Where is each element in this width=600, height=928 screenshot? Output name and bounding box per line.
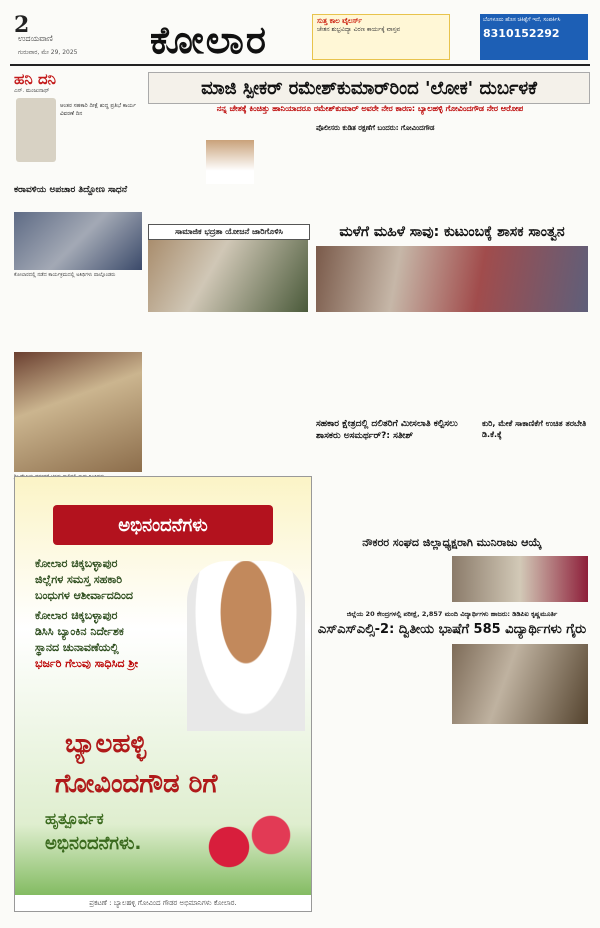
top-ad-left bbox=[312, 14, 450, 60]
event-caption: ಕೋಲಾರದಲ್ಲಿ ನಡೆದ ಕಾರ್ಯಕ್ರಮದಲ್ಲಿ ಅತಿಥಿಗಳು ಪಾಲ್ಗೊಂಡರು bbox=[14, 272, 116, 278]
portrait-photo bbox=[206, 140, 254, 184]
column-logo-text: ಹನಿ ದನಿ bbox=[14, 70, 56, 88]
column-byline: ಎನ್. ಮಂಜುನಾಥ್ bbox=[14, 88, 50, 94]
ad-line-2: ಜಿಲ್ಲೆಗಳ ಸಮಸ್ತ ಸಹಕಾರಿ bbox=[35, 573, 123, 586]
police-headline: ಪೊಲೀಸರು ಕುಡಿತ ರಕ್ಷಣೆಗೆ ಬಂದರು: ಗೋವಿಂದಗೌಡ bbox=[316, 124, 435, 132]
ad-heart: ಹೃತ್ಪೂರ್ವಕ bbox=[45, 809, 104, 828]
ad-line-1: ಕೋಲಾರ ಚಿಕ್ಕಬಳ್ಳಾಪುರ bbox=[35, 557, 118, 570]
sslc-headline: ಎಸ್ಎಸ್ಎಲ್ಸಿ-2: ದ್ವಿತೀಯ ಭಾಷೆಗೆ 585 ವಿದ್ಯಾರ್ಥಿಗಳು ಗೈರು bbox=[317, 622, 587, 637]
ad-line-4: ಕೋಲಾರ ಚಿಕ್ಕಬಳ್ಳಾಪುರ bbox=[35, 609, 118, 622]
ad-line-5: ಡಿಸಿಸಿ ಬ್ಯಾಂಕಿನ ನಿರ್ದೇಶಕ bbox=[35, 625, 124, 638]
paper-name: ಉದಯವಾಣಿ bbox=[18, 34, 53, 43]
rain-photo bbox=[316, 246, 588, 312]
temple-photo bbox=[14, 352, 142, 472]
column-logo bbox=[14, 70, 134, 94]
page-number: 2 bbox=[14, 12, 30, 38]
top-ad-left-line1: ಸುತ್ತ ಕಾಲ ಟೈಲರ್ಸ್ bbox=[317, 17, 363, 25]
exam-photo bbox=[452, 644, 588, 724]
ad-thanks: ಅಭಿನಂದನೆಗಳು. bbox=[45, 833, 142, 854]
date-line: ಗುರುವಾರ, ಮೇ 29, 2025 bbox=[18, 49, 78, 56]
edition-title: ಕೋಲಾರ bbox=[150, 18, 268, 62]
ad-portrait bbox=[187, 561, 305, 731]
top-ad-phone: 8310152292 bbox=[483, 27, 560, 40]
ad-name-2: ಗೋವಿಂದಗೌಡ ರಿಗೆ bbox=[55, 769, 218, 799]
caricature-image bbox=[16, 98, 56, 162]
top-ad-left-line2: ಚೇತನ ಶುಭ್ರವಿದ್ಯಾ ವಿರಣ ಕಾರ್ಯಕ್ಕೆ ವಾಸ್ತವ bbox=[317, 26, 401, 33]
muni-photo bbox=[452, 556, 588, 602]
memorandum-photo bbox=[148, 240, 308, 312]
rain-headline: ಮಳೆಗೆ ಮಹಿಳೆ ಸಾವು: ಕುಟುಂಬಕ್ಕೆ ಶಾಸಕ ಸಾಂತ್ವನ bbox=[339, 224, 565, 240]
main-subhead: ನನ್ನ ಚೇತಕ್ಕೆ ಕಿಂಚಿತ್ತು ಹಾನಿಯಾದರೂ ರಮೇಶ್‌ಕುಮಾರ್ ಅವರೇ ನೇರ ಕಾರಣ: ಬ್ಯಾಲಹಳ್ಳಿ ಗೋವಿಂದಗೌಡ ನೇರ ಆರೋಪ bbox=[216, 104, 524, 113]
congratulations-ad bbox=[14, 476, 312, 912]
column-text: ಆಂತರ ಸಹಕಾರಿ ದೀಕ್ಷೆ ಶುದ್ಧ ಪ್ರತಿಭೆ ಕಾರ್ಯ ವಿವರಣೆ ದಿನ bbox=[60, 103, 136, 117]
ad-line-7: ಭರ್ಜರಿ ಗೆಲುವು ಸಾಧಿಸಿದ ಶ್ರೀ bbox=[35, 657, 138, 670]
result-line: ಜಿಲ್ಲೆಯ 20 ಕೇಂದ್ರಗಳಲ್ಲಿ ಪರೀಕ್ಷೆ, 2,857 ಮಂದಿ ವಿದ್ಯಾರ್ಥಿಗಳು ಹಾಜರು: ಡಿಡಿಪಿಐ ಕೃಷ್ಣಮೂರ್ತಿ bbox=[346, 610, 558, 618]
event-photo bbox=[14, 212, 142, 270]
ad-name-1: ಬ್ಯಾಲಹಳ್ಳಿ bbox=[65, 729, 147, 759]
main-headline: ಮಾಜಿ ಸ್ಪೀಕರ್ ರಮೇಶ್‌ಕುಮಾರ್‌ರಿಂದ 'ಲೋಕ' ದುರ್ಬಳಕೆ bbox=[148, 72, 590, 104]
ad-line-3: ಬಂಧುಗಳ ಆಶೀರ್ವಾದದಿಂದ bbox=[35, 589, 133, 602]
security-box-title: ಸಾಮಾಜಿಕ ಭದ್ರತಾ ಯೋಜನೆ ಜಾರಿಗೊಳಿಸಿ bbox=[148, 224, 310, 240]
masthead-rule bbox=[10, 64, 590, 66]
top-ad-right-text: ಬೆಂಗಳೂರು ಹೊಸ ಚಿಕಿತ್ಸೆಗೆ ಇದೆ, ಸಂಪರ್ಕಿಸಿ bbox=[483, 17, 561, 23]
kotagiri-headline: ಕರಾವಳಿಯ ಅಪಚಾರ ತಿದ್ದೋಣ ಸಾಧನೆ bbox=[14, 185, 128, 195]
kuri-headline: ಕುರಿ, ಮೇಕೆ ಸಾಕಾಣಿಕೆಗೆ ಉಚಿತ ತರಬೇತಿ ಡಿ.ಕೆ.ಕ್ಕೆ bbox=[482, 419, 587, 439]
muni-headline: ನೌಕರರ ಸಂಘದ ಜಿಲ್ಲಾಧ್ಯಕ್ಷರಾಗಿ ಮುನಿರಾಜು ಆಯ್ಕೆ bbox=[362, 536, 542, 549]
ad-line-6: ಸ್ಥಾನದ ಚುನಾವಣೆಯಲ್ಲಿ bbox=[35, 641, 119, 654]
ad-footer: ಪ್ರಕಟಣೆ : ಬ್ಯಾಲಹಳ್ಳಿ ಗೋವಿಂದ ಗೌಡರ ಅಭಿಮಾನಿಗಳು ಕೋಲಾರ. bbox=[15, 895, 311, 911]
coop-headline: ಸಹಕಾರ ಕ್ಷೇತ್ರದಲ್ಲಿ ದಲಿತರಿಗೆ ಮೀಸಲಾತಿ ಕಲ್ಪಿಸಲು ಶಾಸಕರು ಅಸಮರ್ಥರ್?: ಸತೀಶ್ bbox=[316, 419, 458, 441]
ad-ribbon: ಅಭಿನಂದನೆಗಳು bbox=[53, 505, 273, 545]
flower-decoration bbox=[181, 807, 301, 887]
top-ad-right bbox=[480, 14, 588, 60]
